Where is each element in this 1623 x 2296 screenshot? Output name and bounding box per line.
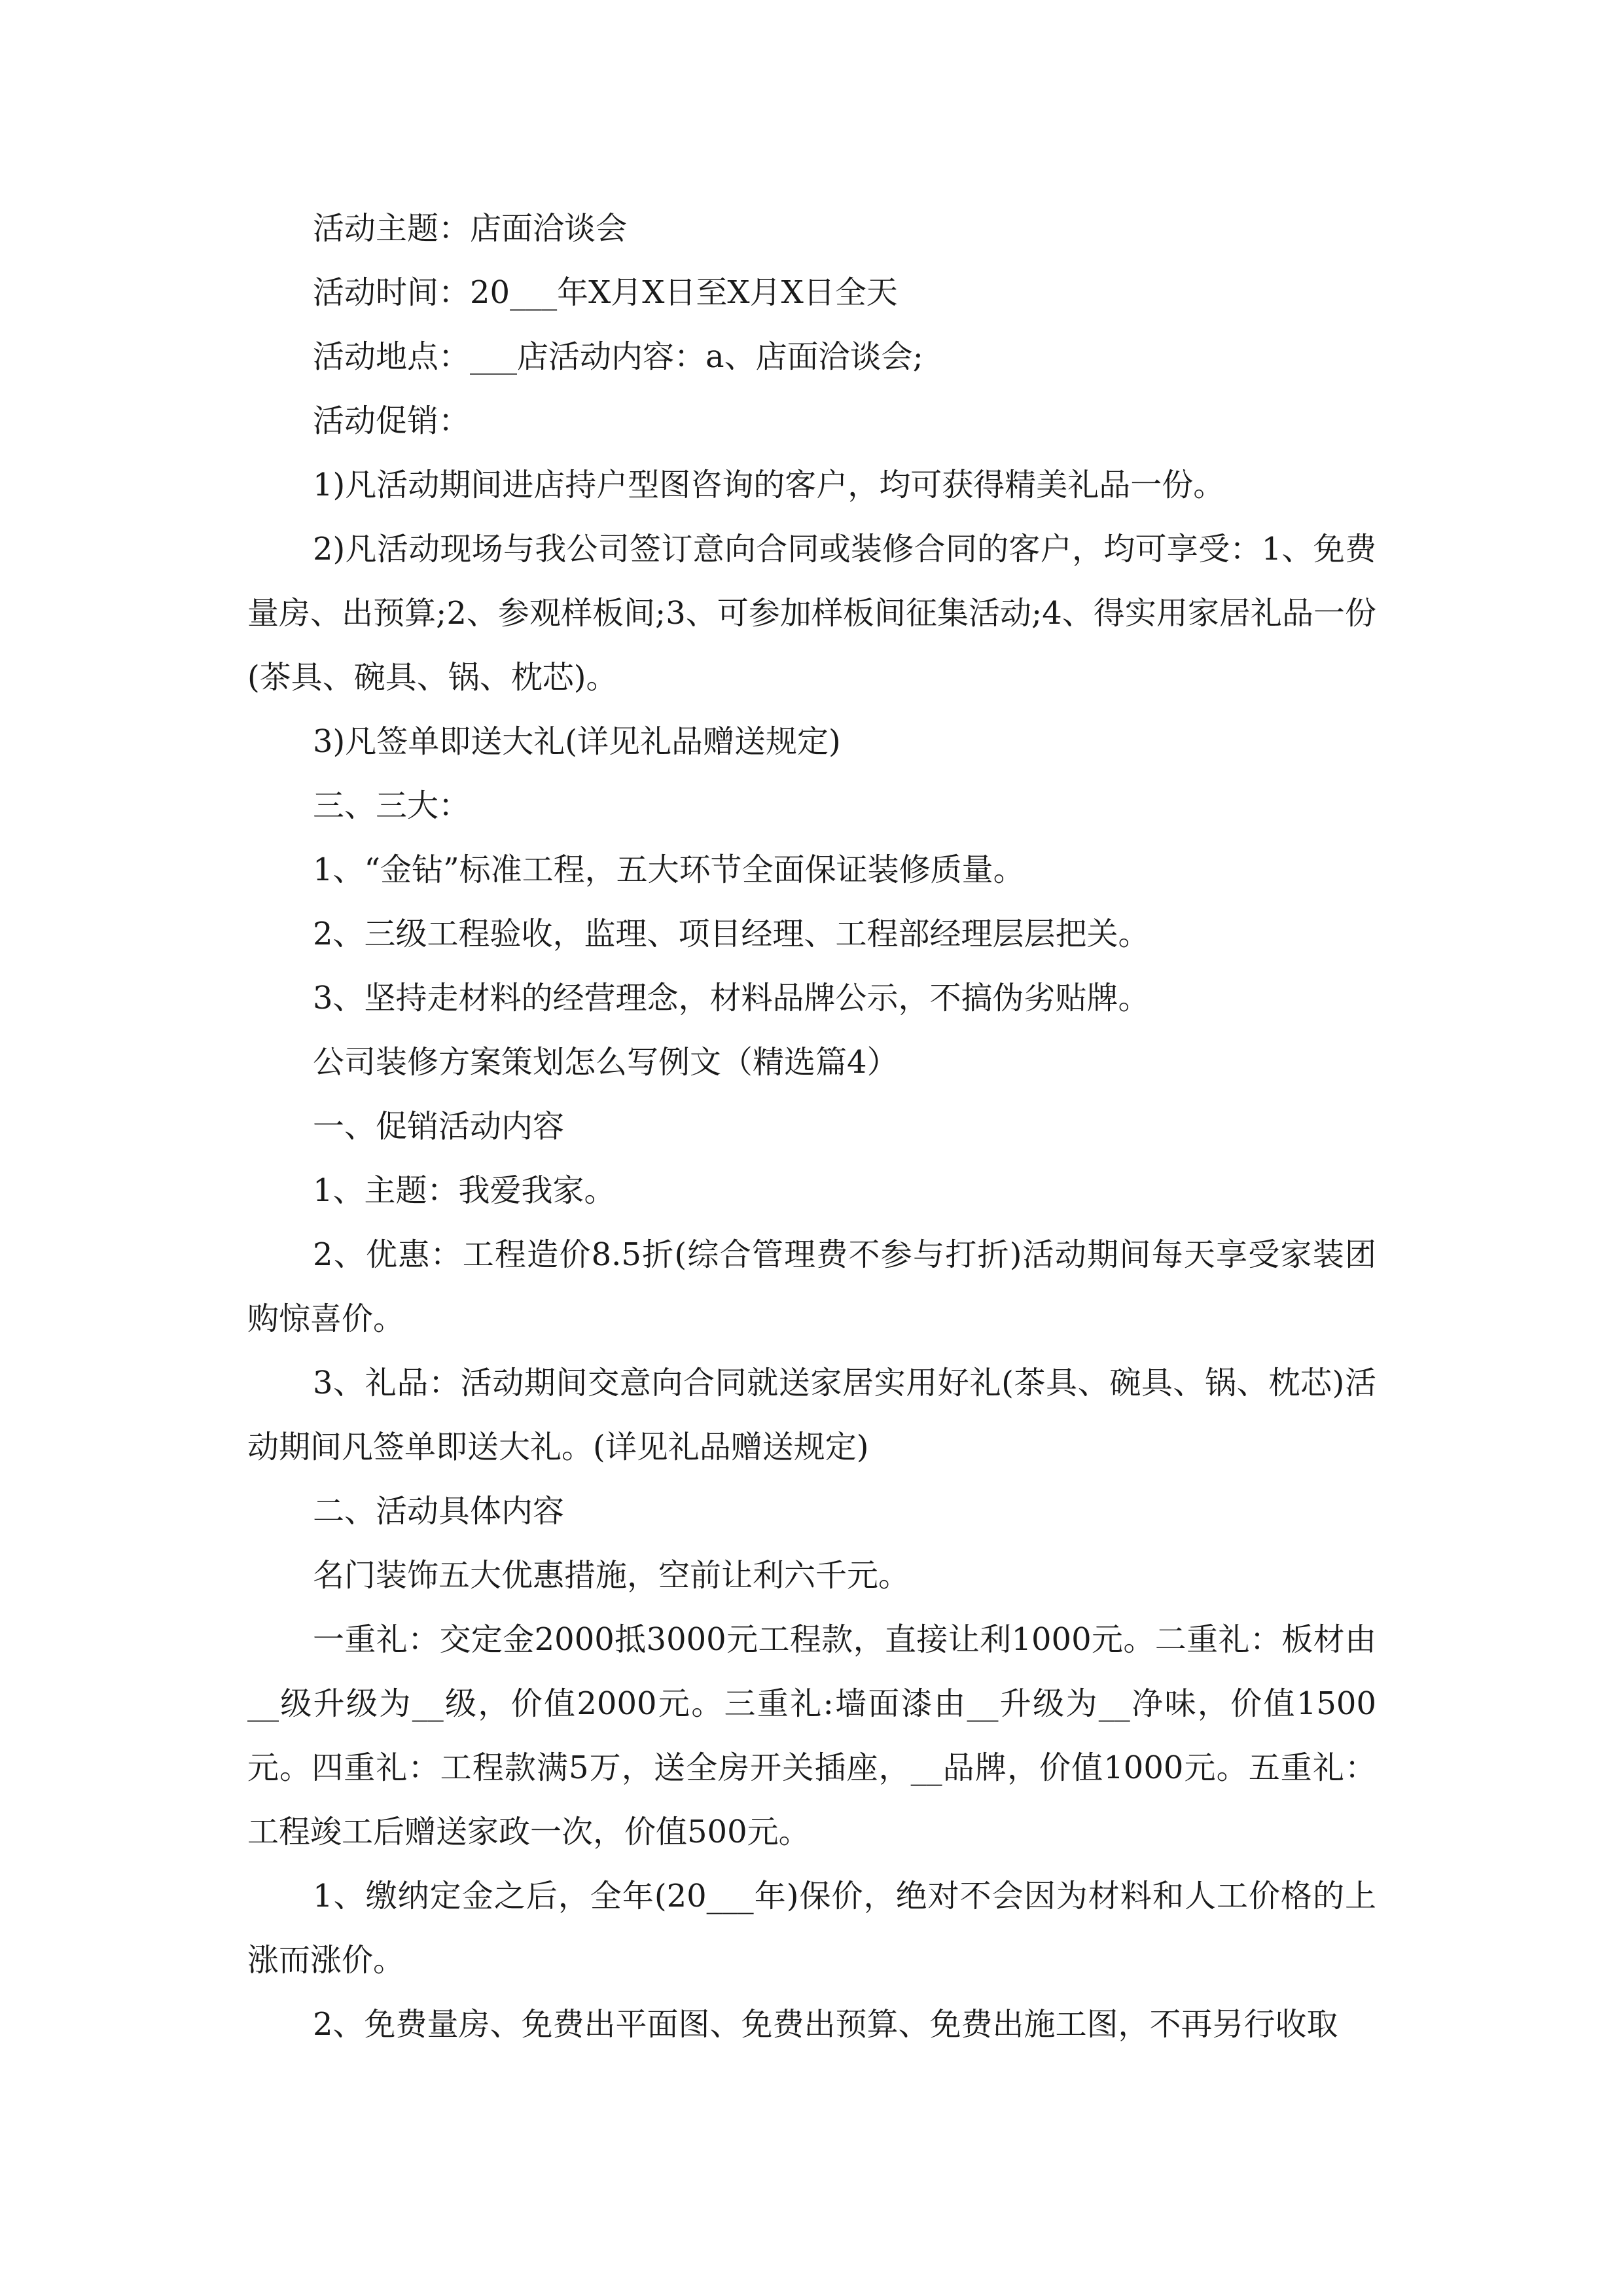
paragraph: 3)凡签单即送大礼(详见礼品赠送规定) <box>313 723 841 760</box>
paragraph: 1、“金钻”标准工程，五大环节全面保证装修质量。 <box>313 852 1025 888</box>
paragraph: 活动主题：店面洽谈会 <box>313 210 628 247</box>
paragraph: 一重礼：交定金2000抵3000元工程款，直接让利1000元。二重礼：板材由__级升级为__级，价值2000元。三重礼:墙面漆由__升级为__净味，价值1500元。四重礼：工程款满5万，送全房开关插座，__品牌，价值1000元。五重礼：工程竣工后赠送家政一次，价值500元。 <box>247 1621 1376 1850</box>
paragraph: 活动促销： <box>313 403 471 439</box>
section-heading: 二、活动具体内容 <box>313 1493 565 1530</box>
paragraph: 1)凡活动期间进店持户型图咨询的客户，均可获得精美礼品一份。 <box>313 467 1225 503</box>
section-heading: 一、促销活动内容 <box>313 1108 565 1145</box>
paragraph: 3、坚持走材料的经营理念，材料品牌公示，不搞伪劣贴牌。 <box>313 980 1150 1016</box>
paragraph: 1、主题：我爱我家。 <box>313 1172 616 1209</box>
document-body <box>247 196 1376 2056</box>
paragraph: 2)凡活动现场与我公司签订意向合同或装修合同的客户，均可享受：1、免费量房、出预算;2、参观样板间;3、可参加样板间征集活动;4、得实用家居礼品一份(茶具、碗具、锅、枕芯)。 <box>247 531 1376 696</box>
paragraph: 2、优惠：工程造价8.5折(综合管理费不参与打折)活动期间每天享受家装团购惊喜价。 <box>247 1236 1376 1337</box>
paragraph: 活动时间：20___年X月X日至X月X日全天 <box>313 274 898 311</box>
paragraph: 2、三级工程验收，监理、项目经理、工程部经理层层把关。 <box>313 916 1150 952</box>
paragraph: 2、免费量房、免费出平面图、免费出预算、免费出施工图，不再另行收取 <box>313 2006 1338 2043</box>
paragraph: 3、礼品：活动期间交意向合同就送家居实用好礼(茶具、碗具、锅、枕芯)活动期间凡签单即送大礼。(详见礼品赠送规定) <box>247 1365 1376 1465</box>
paragraph: 名门装饰五大优惠措施，空前让利六千元。 <box>313 1557 910 1594</box>
article-title: 公司装修方案策划怎么写例文（精选篇4） <box>313 1044 899 1081</box>
paragraph: 活动地点：___店活动内容：a、店面洽谈会; <box>313 338 923 375</box>
section-heading: 三、三大： <box>313 787 471 824</box>
paragraph: 1、缴纳定金之后，全年(20___年)保价，绝对不会因为材料和人工价格的上涨而涨价。 <box>247 1878 1376 1979</box>
